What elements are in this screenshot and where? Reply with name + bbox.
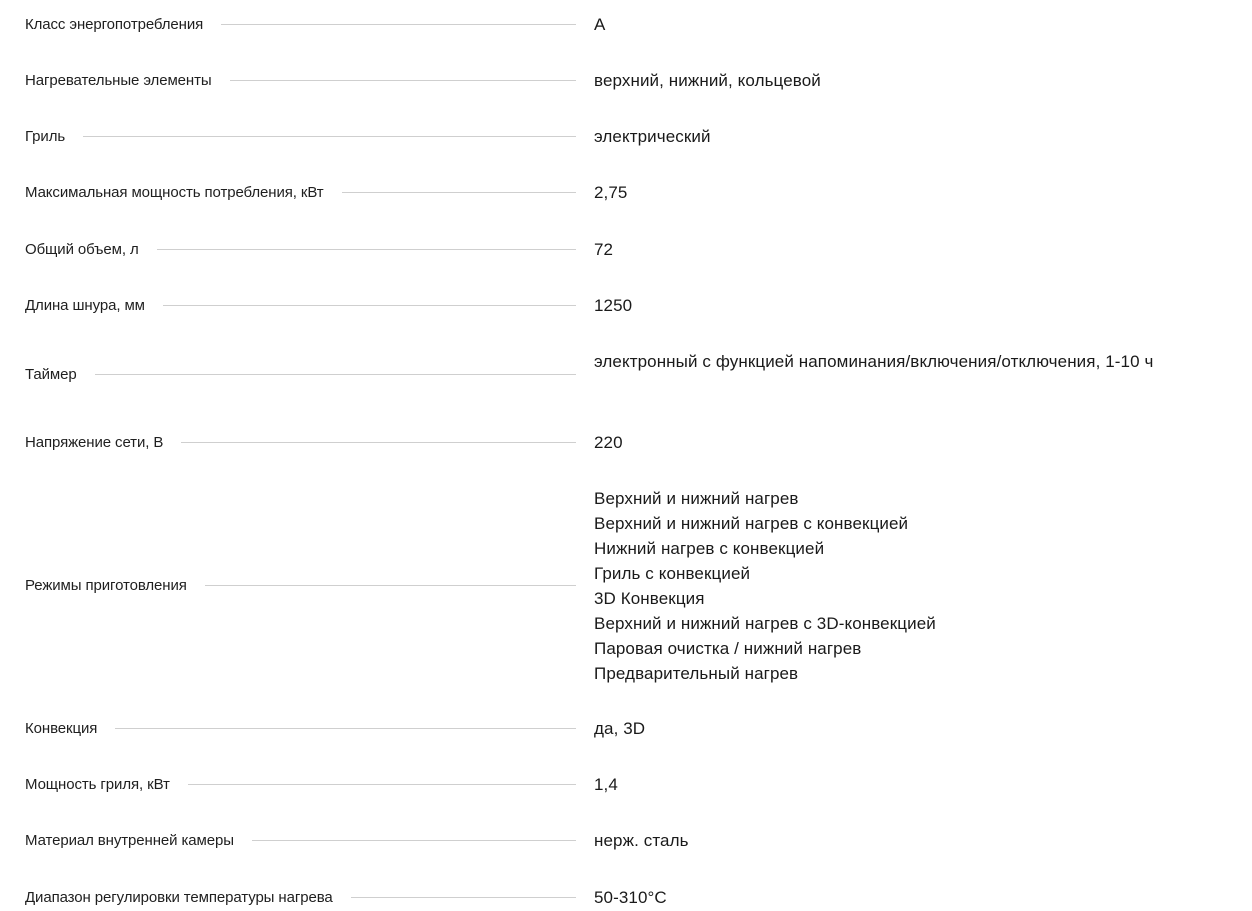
cooking-mode-item: Нижний нагрев с конвекцией <box>594 539 825 558</box>
leader-line <box>157 249 576 250</box>
spec-label: Мощность гриля, кВт <box>25 775 170 793</box>
leader-line <box>95 374 576 375</box>
cooking-mode-item: 3D Конвекция <box>594 589 705 608</box>
cooking-mode-item: Паровая очистка / нижний нагрев <box>594 639 862 658</box>
spec-label-cell <box>25 12 576 36</box>
spec-label: Напряжение сети, В <box>25 433 164 451</box>
spec-value: 50-310°С <box>594 888 667 907</box>
spec-label-cell <box>25 716 576 740</box>
spec-label: Класс энергопотребления <box>25 15 204 33</box>
spec-label-cell <box>25 293 576 317</box>
leader-line <box>83 136 576 137</box>
leader-line <box>252 840 576 841</box>
leader-line <box>163 305 576 306</box>
spec-label-cell <box>25 772 576 796</box>
leader-line <box>188 784 576 785</box>
cooking-mode-item: Предварительный нагрев <box>594 664 799 683</box>
spec-label-cell <box>25 362 576 386</box>
leader-line <box>205 585 576 586</box>
spec-label-cell <box>25 68 576 92</box>
cooking-mode-item: Верхний и нижний нагрев с конвекцией <box>594 514 909 533</box>
spec-label: Материал внутренней камеры <box>25 831 234 849</box>
spec-value: A <box>594 15 606 34</box>
spec-label: Длина шнура, мм <box>25 296 145 314</box>
spec-value: электронный с функцией напоминания/включения/отключения, 1-10 ч <box>594 352 1154 371</box>
spec-label-cell <box>25 828 576 852</box>
spec-label: Общий объем, л <box>25 240 139 258</box>
spec-value: электрический <box>594 127 711 146</box>
spec-value: да, 3D <box>594 719 646 738</box>
spec-value: 1250 <box>594 296 633 315</box>
spec-label-cell <box>25 237 576 261</box>
spec-label: Гриль <box>25 127 66 145</box>
spec-label: Конвекция <box>25 719 98 737</box>
spec-label-cell <box>25 124 576 148</box>
cooking-mode-item: Верхний и нижний нагрев <box>594 489 799 508</box>
spec-label-cell <box>25 573 576 597</box>
spec-label-cell <box>25 430 576 454</box>
spec-label: Нагревательные элементы <box>25 71 212 89</box>
leader-line <box>115 728 576 729</box>
spec-label: Максимальная мощность потребления, кВт <box>25 183 324 201</box>
spec-value: нерж. сталь <box>594 831 689 850</box>
spec-value: 72 <box>594 240 614 259</box>
leader-line <box>351 897 576 898</box>
spec-value: 2,75 <box>594 183 628 202</box>
leader-line <box>230 80 576 81</box>
spec-label: Диапазон регулировки температуры нагрева <box>25 888 333 906</box>
spec-value: верхний, нижний, кольцевой <box>594 71 821 90</box>
spec-label-cell <box>25 180 576 204</box>
cooking-mode-item: Гриль с конвекцией <box>594 564 751 583</box>
spec-value-list <box>594 486 1242 686</box>
leader-line <box>221 24 576 25</box>
spec-value: 220 <box>594 433 623 452</box>
leader-line <box>342 192 576 193</box>
spec-label: Таймер <box>25 365 77 383</box>
spec-value: 1,4 <box>594 775 618 794</box>
leader-line <box>181 442 576 443</box>
spec-label: Режимы приготовления <box>25 576 187 594</box>
spec-label-cell <box>25 885 576 909</box>
cooking-mode-item: Верхний и нижний нагрев с 3D-конвекцией <box>594 614 936 633</box>
